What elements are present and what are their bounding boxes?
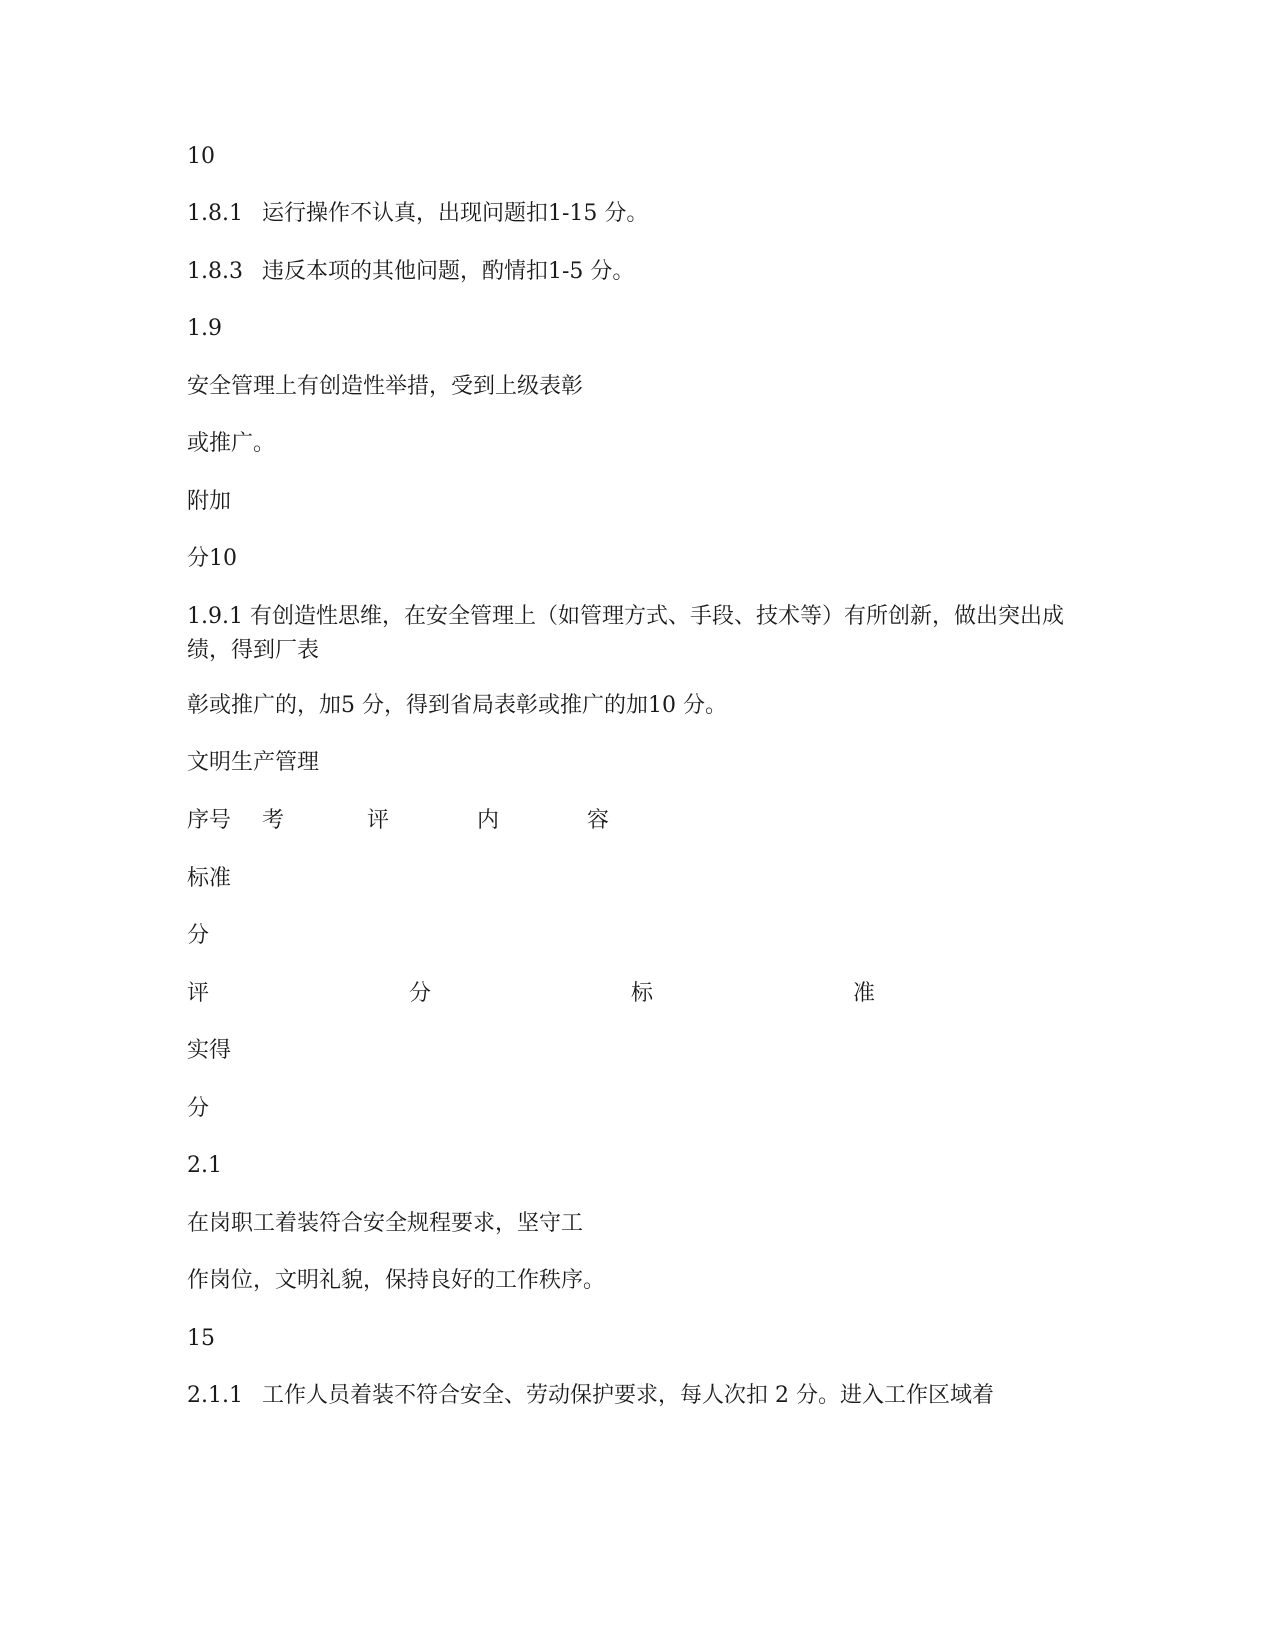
- section-content: 安全管理上有创造性举措，受到上级表彰: [187, 374, 584, 399]
- scoring-header-3: 标: [631, 981, 654, 1006]
- item-1-9-1-cont: 彰或推广的，加5 分，得到省局表彰或推广的加10 分。: [187, 693, 727, 718]
- item-number: 2.1.1: [187, 1383, 243, 1408]
- header-content-1: 考: [262, 808, 285, 833]
- item-1-9-1: 1.9.1 有创造性思维，在安全管理上（如管理方式、手段、技术等）有所创新，做出突出成绩，得到厂表: [187, 604, 1064, 663]
- item-text: 违反本项的其他问题，酌情扣1-5 分。: [262, 259, 635, 284]
- section-number: 1.9: [187, 316, 222, 341]
- header-content-3: 内: [477, 808, 500, 833]
- header-content-2: 评: [367, 808, 390, 833]
- item-1-8-1: [187, 197, 648, 231]
- item-1-8-3: [187, 255, 634, 289]
- header-serial: 序号: [187, 808, 232, 833]
- item-text: 运行操作不认真，出现问题扣1-15 分。: [262, 201, 649, 226]
- section-2-1-content-cont: 作岗位，文明礼貌，保持良好的工作秩序。: [187, 1268, 606, 1293]
- section-heading: 文明生产管理: [187, 750, 320, 775]
- section-score: 10: [187, 144, 215, 169]
- item-number: 1.8.1: [187, 201, 243, 226]
- scoring-header-row: [187, 977, 1087, 1011]
- scoring-header-4: 准: [853, 981, 876, 1006]
- header-standard: 标准: [187, 866, 232, 891]
- header-actual-cont: 分: [187, 1096, 210, 1121]
- item-text: 工作人员着装不符合安全、劳动保护要求，每人次扣 2 分。进入工作区域着: [262, 1383, 994, 1408]
- section-2-1-score: 15: [187, 1326, 215, 1351]
- scoring-header-1: 评: [187, 981, 210, 1006]
- scoring-header-2: 分: [409, 981, 432, 1006]
- section-2-1-content: 在岗职工着装符合安全规程要求，坚守工: [187, 1211, 584, 1236]
- header-standard-cont: 分: [187, 923, 210, 948]
- bonus-score: 分10: [187, 546, 237, 571]
- header-content-4: 容: [587, 808, 610, 833]
- section-content-cont: 或推广。: [187, 431, 276, 456]
- table-header-row: [187, 804, 887, 838]
- item-number: 1.8.3: [187, 259, 243, 284]
- section-number-2-1: 2.1: [187, 1153, 222, 1178]
- bonus-label: 附加: [187, 489, 232, 514]
- item-2-1-1: [187, 1379, 994, 1413]
- header-actual: 实得: [187, 1038, 232, 1063]
